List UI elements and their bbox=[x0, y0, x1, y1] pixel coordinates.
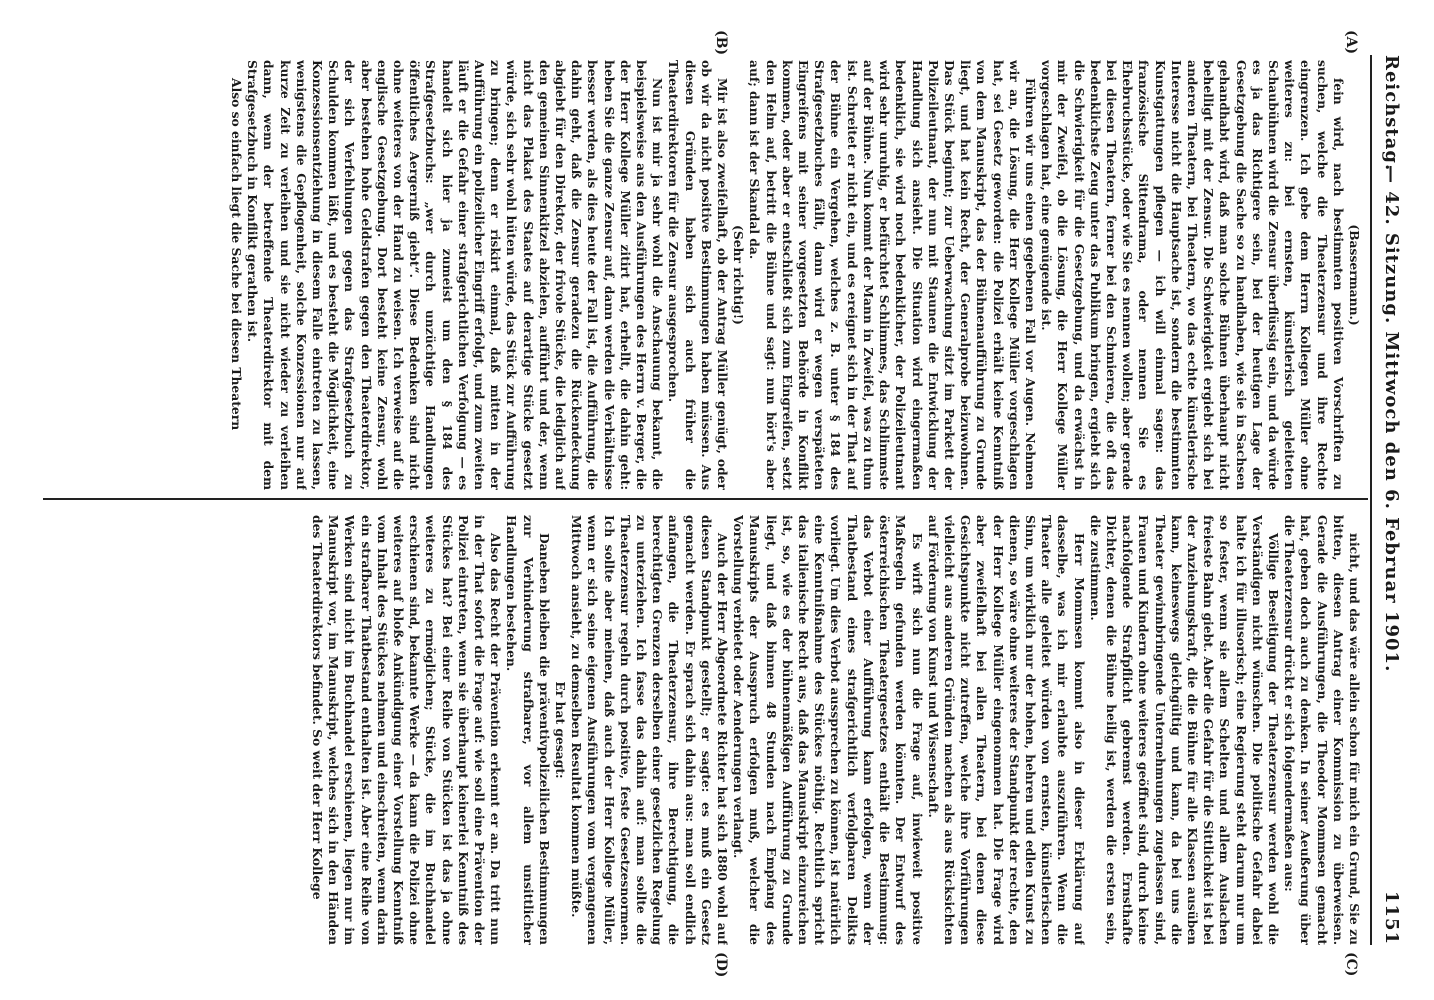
paragraph: Also so einfach liegt die Sache bei diesen Theatern bbox=[228, 78, 244, 431]
margin-mark-b: (B) bbox=[713, 30, 729, 56]
margin-mark-c: (C) bbox=[1343, 952, 1359, 977]
paragraph: Auch der Herr Abgeordnete Richter hat sich 1880 wohl auf diesen Standpunkt gestellt; er sagte: es muß ein Gesetz gemacht werden. Er sprach sich dahin aus: man soll endlich anfangen, die Theaterzensur, ihre Berechtigung, die berechtigten Grenzen derselben einer gesetzlichen Regelung zu unterziehen. Ich fasse das dahin auf: man sollte die Theaterzensur regeln durch positive, feste Gesetzesnormen. Ich sollte aber meinen, daß auch der Herr Kollege Müller, wenn er sich seine eigenen Ausführungen vom vergangenen Mittwoch ansieht, zu demselben Resultat kommen müßte. bbox=[569, 515, 731, 945]
paragraph: Es wirft sich nun die Frage auf, inwieweit positive Maßregeln gefunden werden könnten. Der Entwurf des österreichischen Theatergesetzes enthält die Bestimmung: das Verbot einer Aufführung kann erfolgen, wenn der Thatbestand eines strafgerichtlich verfolgbaren Delikts vorliegt. Um dies Verbot aussprechen zu können, ist natürlich eine Kenntnißnahme des Stückes nöthig. Rechtlich spricht das italienische Recht aus, daß das Manuskript einzureichen ist, so, wie es der bühnenmäßigen Aufführung zu Grunde liegt, und daß binnen 48 Stunden nach Empfang des Manuskripts der Ausspruch erfolgen muß, welcher die Vorstellung verbietet oder Aenderungen verlangt. bbox=[731, 515, 925, 945]
paragraph: fein wird, nach bestimmten positiven Vorschriften zu suchen, welche die Theaterzensur und ihre Rechte eingrenzen. Ich gebe dem Herrn Kollegen Müller ohne weiteres zu: bei ernsten, künstlerisch geleiteten Schaubühnen wird die Zensur überflüssig sein, und da würde es ja das Richtigere sein, bei der heutigen Lage der Gesetzgebung die Sache so zu handhaben, wie sie in Sachsen gehandhabt wird, daß man solche Bühnen überhaupt nicht behelligt mit der Zensur. Die Schwierigkeit ergiebt sich bei anderen Theatern, bei Theatern, wo das echte künstlerische Interesse nicht die Hauptsache ist, sondern die bestimmten Kunstgattungen pflegen — ich will einmal sagen: das französische Sittendrama, oder nennen Sie es Ehebruchsstücke, oder wie Sie es nennen wollen; aber gerade bei diesen Theatern, ferner bei den Schmieren, die oft das bedenklichste Zeug unter das Publikum bringen, ergiebt sich die Schwierigkeit für die Gesetzgebung, und da erwächst in mir der Zweifel, ob die Lösung, die Herr Kollege Müller vorgeschlagen hat, eine genügende ist. bbox=[1039, 60, 1346, 490]
margin-mark-a: (A) bbox=[1343, 30, 1359, 55]
text-column-right bbox=[52, 515, 1362, 945]
quote: Daneben bleiben die präventivpolizeilichen Bestimmungen zur Verhinderung strafbarer, vor allem unsittlicher Handlungen bestehen. bbox=[504, 515, 552, 945]
margin-mark-d: (D) bbox=[713, 952, 729, 978]
quote: Völlige Beseitigung der Theaterzensur werden wohl die Verständigen nicht wünschen. Die politische Gefahr dabei halte ich für illusorisch; eine Regierung steht darum nur um so fester, wenn sie allem Schelten und allem Auslachen freieste Bahn giebt. Aber die Gefahr für die Sittlichkeit ist bei der Anziehungskraft, die die Bühne für alle Klassen ausüben kann, keineswegs gleichgültig und kann, da bei uns die Theater gewinnbringende Unternehmungen zugelassen sind, Frauen und Kindern ohne weiteres geöffnet sind, durch keine nachfolgende Strafpflicht gebremst werden. Ernsthafte Dichter, denen die Bühne heilig ist, werden die ersten sein, die zustimmen. bbox=[1087, 515, 1281, 945]
text-column-left bbox=[52, 60, 1362, 490]
paragraph: Also das Recht der Prävention erkennt er an. Da tritt nun in der That sofort die Frage auf: wie soll eine Prävention der Polizei eintreten, wenn sie überhaupt keinerlei Kenntniß des Stückes hat? Bei einer Reihe von Stücken ist das ja ohne weiteres zu ermöglichen; Stücke, die im Buchhandel erschienen sind, bekannte Werke — da kann die Polizei ohne weiteres auf bloße Ankündigung einer Vorstellung Kenntniß vom Inhalt des Stückes nehmen und einschreiten, wenn darin ein strafbarer Thatbestand enthalten ist. Aber eine Reihe von Werken sind nicht im Buchhandel erschienen, liegen nur im Manuskript vor, im Manuskript, welches sich in den Händen des Theaterdirektors befindet. So weit der Herr Kollege bbox=[310, 515, 504, 945]
header-publication: Reichstag. bbox=[1381, 55, 1402, 172]
paragraph: Er hat gesagt: bbox=[553, 681, 569, 779]
header-session: — 42. Sitzung. Mittwoch den 6. Februar 1901. bbox=[1381, 165, 1402, 673]
paragraph: Führen wir uns einen gegebenen Fall vor Augen. Nehmen wir an, die Lösung, die Herr Kollege Müller vorgeschlagen hat, sei Gesetz geworden: die Polizei erhält keine Kenntniß von dem Manuskript, das der Bühnenaufführung zu Grunde liegt, und hat kein Recht, der Generalprobe beizuwohnen. Das Stück beginnt; zur Ueberwachung sitzt im Parkett der Polizeileutnant, der nun mit Staunen die Entwicklung der Handlung sich ansieht. Die Situation wird eingermaßen bedenklich, sie wird noch bedenklicher, der Polizeileutnant wird sehr unruhig, er befürchtet Schlimmes, das Schlimmste auf der Bühne. Nun kommt der Mann in Zweifel, was zu thun ist. Schreitet er nicht ein, und es ereignet sich in der That auf der Bühne ein Vergehen, welches z. B. unter § 184 des Strafgesetzbuches fällt, dann wird er wegen verspäteten Eingreifens mit seiner vorgesetzten Behörde in Konflikt kommen, oder aber er entschließt sich zum Eingreifen, setzt den Helm auf, betritt die Bühne und sagt: nun hört's aber auf; dann ist der Skandal da. bbox=[747, 60, 1038, 490]
page-header bbox=[1374, 55, 1404, 945]
header-rule bbox=[1370, 55, 1372, 945]
page-number: 1151 bbox=[1381, 890, 1402, 945]
paragraph: nicht, und das wäre allein schon für mich ein Grund, Sie zu bitten, diesen Antrag einer Kommission zu überweisen. Gerade die Ausführungen, die Theodor Mommsen gemacht hat, geben doch auch zu denken. In seiner Aeußerung über die Theaterzensur drückt er sich folgendermaßen aus: bbox=[1282, 515, 1362, 945]
paragraph: Nun ist mir ja sehr wohl die Anschauung bekannt, die beispielsweise aus den Ausführungen des Herrn v. Berger, die der Herr Kollege Müller zitirt hat, erhellt, die dahin geht: heben Sie die ganze Zensur auf, dann werden die Verhältnisse besser werden, als dies heute der Fall ist, die Aufführung, die dahin geht, daß die Zensur geradezu die Rückendeckung abgiebt für den Direktor, der frivole Stücke, die lediglich auf den gemeinen Sinnenkitzel abzielen, aufführt und der, wenn nicht das Plakat des Staates auf derartige Stücke gesetzt würde, sich sehr wohl hüten würde, das Stück zur Aufführung zu bringen; denn er riskirt einmal, daß mitten in der Aufführung ein polizeilicher Eingriff erfolgt, und zum zweiten läuft er die Gefahr einer strafgerichtlichen Verfolgung — es handelt sich hier ja zumeist um den § 184 des Strafgesetzbuchs: „wer durch unzüchtige Handlungen öffentliches Aergerniß giebt“. Diese Bedenken sind nicht ohne weiteres von der Hand zu weisen. Ich verweise auf die englische Gesetzgebung. Dort besteht keine Zensur, wohl aber bestehen hohe Geldstrafen gegen den Theaterdirektor, der sich Verfehlungen gegen das Strafgesetzbuch zu Schulden kommen läßt, und es besteht die Möglichkeit, eine Konzessionsentziehung in diesem Falle eintreten zu lassen, wenigstens die Gepflogenheit, solche Konzessionen nur auf kurze Zeit zu verleihen und sie nicht wieder zu verleihen dann, wenn der betreffende Theaterdirektor mit dem Strafgesetzbuch in Konflikt gerathen ist. bbox=[245, 60, 666, 490]
paragraph: Herr Mommsen kommt also in dieser Erklärung auf dasselbe, was ich mir erlaubte auszuführen. Wenn die Theater alle geleitet würden von ernsten, künstlerischen Sinn, um wirklich nur der hohen, hehren und edlen Kunst zu dienen, so wäre ohne weiteres der Standpunkt der rechte, den der Herr Kollege Müller eingenommen hat. Die Frage wird aber zweifelhaft bei allen Theatern, bei denen diese Gesichtspunkte nicht zutreffen, welche ihre Vorführungen vielleicht aus anderen Gründen machen als aus Rücksichten auf Förderung von Kunst und Wissenschaft. bbox=[925, 515, 1087, 945]
interjection: (Sehr richtig!) bbox=[731, 225, 747, 325]
column-divider bbox=[43, 498, 1368, 500]
speaker-name: (Bassermann.) bbox=[1347, 224, 1362, 326]
paragraph: Mir ist also zweifelhaft, ob der Antrag Müller genügt, oder ob wir da nicht positive Bestimmungen haben müssen. Aus diesen Gründen haben sich auch früher die Theaterdirektoren für die Zensur ausgesprochen. bbox=[666, 60, 731, 490]
